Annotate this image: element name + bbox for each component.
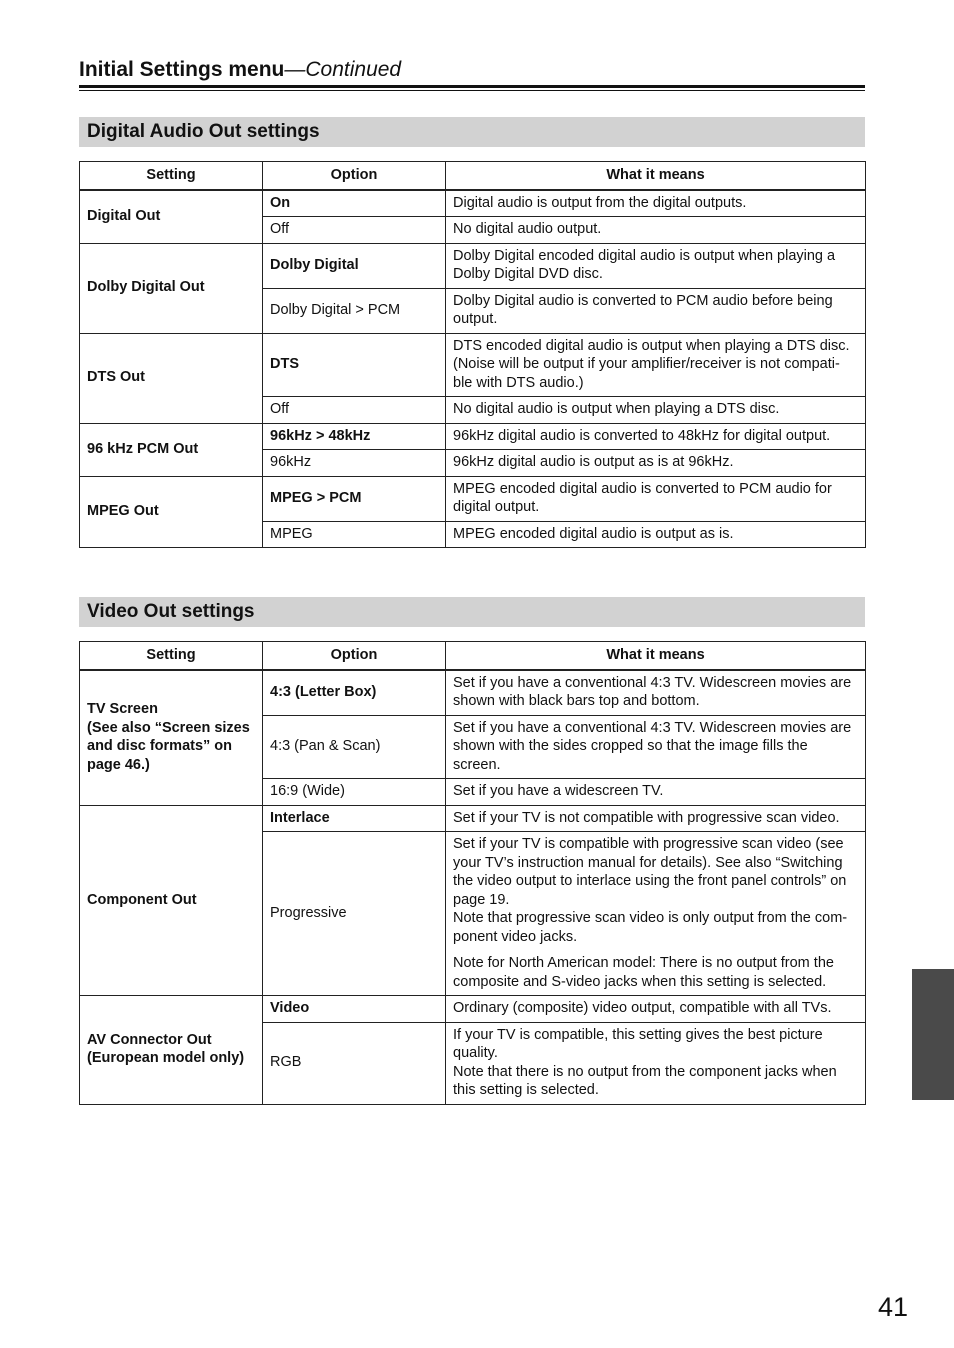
video-out-settings-table (79, 641, 866, 1105)
header-rule-thick (79, 85, 865, 88)
meaning-paragraph: No digital audio is output when playing a DTS disc. (453, 401, 780, 417)
table-row (80, 996, 866, 1023)
option-value: Off (263, 397, 446, 424)
option-value: 96kHz (263, 450, 446, 477)
option-meaning (446, 397, 866, 424)
meaning-paragraph: Set if you have a conventional 4:3 TV. Widescreen movies are shown with black bars top and bottom. (453, 674, 852, 709)
table-row (80, 190, 866, 217)
header-rule-thin (79, 90, 865, 91)
option-meaning (446, 423, 866, 450)
setting-name: Digital Out (80, 190, 263, 244)
option-meaning (446, 1022, 866, 1104)
digital-audio-section-title: Digital Audio Out settings (79, 117, 865, 147)
setting-name: Dolby Digital Out (80, 243, 263, 333)
column-header-meaning: What it means (446, 642, 866, 670)
option-value: Video (263, 996, 446, 1023)
option-value: Interlace (263, 805, 446, 832)
meaning-paragraph: Set if your TV is not compatible with progressive scan video. (453, 809, 840, 826)
meaning-paragraph: No digital audio output. (453, 221, 602, 237)
meaning-paragraph: DTS encoded digital audio is output when playing a DTS disc. (Noise will be output if your amplifier/receiver is not compati-ble with DTS audio.) (453, 337, 850, 391)
column-header-setting: Setting (80, 162, 263, 190)
setting-name: 96 kHz PCM Out (80, 423, 263, 476)
setting-name: DTS Out (80, 333, 263, 423)
table-header-row (80, 642, 866, 670)
section-thumb-tab (912, 969, 954, 1100)
meaning-paragraph: Set if you have a widescreen TV. (453, 783, 664, 799)
option-value: 96kHz > 48kHz (263, 423, 446, 450)
option-meaning (446, 190, 866, 217)
option-value: RGB (263, 1022, 446, 1104)
meaning-paragraph: Digital audio is output from the digital outputs. (453, 194, 747, 211)
setting-name: Component Out (80, 805, 263, 996)
table-row (80, 243, 866, 288)
page-title: Initial Settings menu (79, 58, 285, 81)
option-meaning (446, 288, 866, 333)
setting-name: MPEG Out (80, 476, 263, 548)
option-meaning (446, 333, 866, 397)
option-value: On (263, 190, 446, 217)
page-title-continued: —Continued (284, 58, 402, 81)
column-header-meaning: What it means (446, 162, 866, 190)
column-header-setting: Setting (80, 642, 263, 670)
option-value: 4:3 (Pan & Scan) (263, 715, 446, 779)
table-row (80, 476, 866, 521)
option-meaning (446, 832, 866, 996)
table-row (80, 805, 866, 832)
meaning-paragraph: Set if you have a conventional 4:3 TV. Widescreen movies are shown with the sides cropped so that the image fills the screen. (453, 719, 852, 773)
page-header (79, 56, 865, 84)
option-value: Dolby Digital (263, 243, 446, 288)
option-value: MPEG (263, 521, 446, 548)
option-meaning (446, 521, 866, 548)
option-value: Progressive (263, 832, 446, 996)
meaning-paragraph: Ordinary (composite) video output, compatible with all TVs. (453, 1000, 832, 1016)
option-value: Off (263, 217, 446, 244)
table-header-row (80, 162, 866, 190)
setting-name: AV Connector Out (European model only) (80, 996, 263, 1105)
option-meaning (446, 476, 866, 521)
page-number: 41 (878, 1292, 909, 1322)
meaning-paragraph: 96kHz digital audio is output as is at 96kHz. (453, 454, 734, 470)
meaning-paragraph: MPEG encoded digital audio is output as is. (453, 525, 734, 542)
option-value: 16:9 (Wide) (263, 779, 446, 806)
option-meaning (446, 715, 866, 779)
setting-name: TV Screen (See also “Screen sizes and disc formats” on page 46.) (80, 670, 263, 806)
option-value: 4:3 (Letter Box) (263, 670, 446, 716)
option-value: MPEG > PCM (263, 476, 446, 521)
table-row (80, 423, 866, 450)
option-meaning (446, 217, 866, 244)
meaning-paragraph: 96kHz digital audio is converted to 48kHz for digital output. (453, 427, 831, 444)
meaning-paragraph: MPEG encoded digital audio is converted to PCM audio for digital output. (453, 480, 832, 515)
option-meaning (446, 670, 866, 716)
column-header-option: Option (263, 642, 446, 670)
digital-audio-settings-table (79, 161, 866, 548)
option-meaning (446, 243, 866, 288)
meaning-paragraph: If your TV is compatible, this setting gives the best picture quality. Note that there is no output from the component jacks when this setting is selected. (453, 1026, 837, 1098)
meaning-paragraph: Set if your TV is compatible with progressive scan video (see your TV’s instruction manual for details). See also “Switching the video output to interlace using the front panel controls” on page 19. Note that progressive scan video is only output from the com-ponent video jacks. (453, 836, 848, 945)
option-meaning (446, 450, 866, 477)
option-meaning (446, 779, 866, 806)
option-meaning (446, 996, 866, 1023)
meaning-paragraph: Dolby Digital audio is converted to PCM audio before being output. (453, 292, 833, 327)
meaning-paragraph: Note for North American model: There is no output from the composite and S-video jacks when this setting is selected. (453, 955, 834, 990)
table-row (80, 670, 866, 716)
meaning-paragraph: Dolby Digital encoded digital audio is output when playing a Dolby Digital DVD disc. (453, 247, 836, 282)
video-out-section-title: Video Out settings (79, 597, 865, 627)
column-header-option: Option (263, 162, 446, 190)
table-row (80, 333, 866, 397)
option-value: DTS (263, 333, 446, 397)
option-value: Dolby Digital > PCM (263, 288, 446, 333)
option-meaning (446, 805, 866, 832)
